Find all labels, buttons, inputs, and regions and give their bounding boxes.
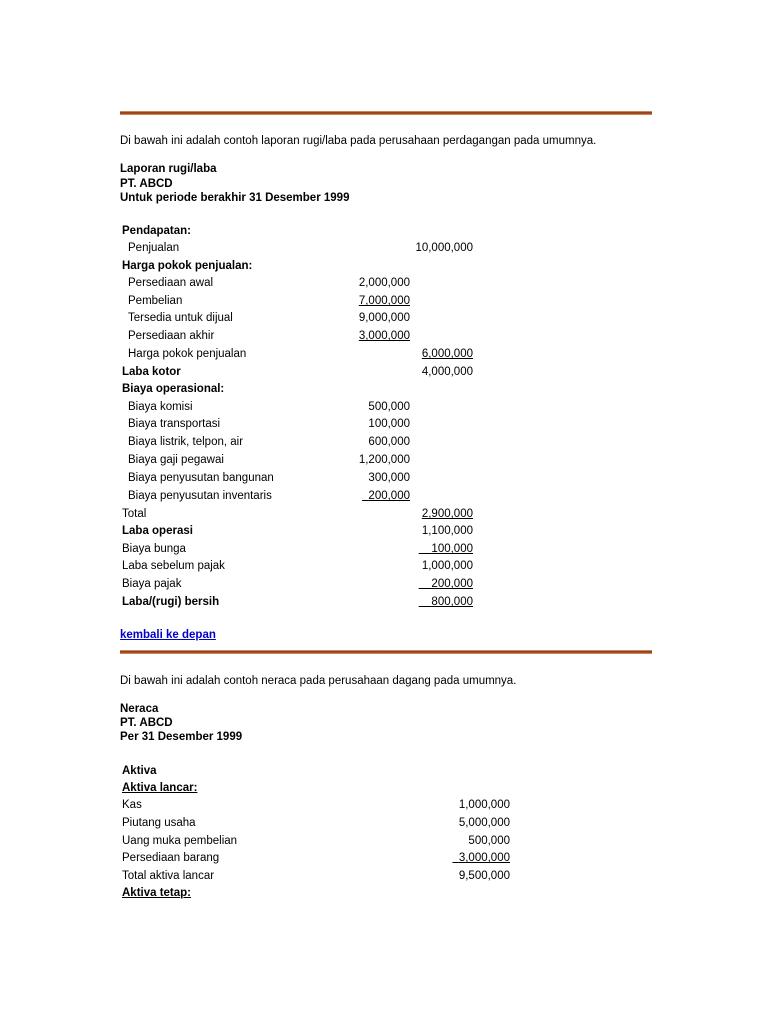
- income-row-total: 6,000,000: [421, 348, 473, 360]
- income-row-amount: 9,000,000: [358, 312, 410, 324]
- balance-row-label: Uang muka pembelian: [122, 835, 238, 847]
- income-row-label: Laba kotor: [122, 366, 181, 378]
- income-row-total: 1,000,000: [421, 560, 473, 572]
- income-row-label: Biaya operasional:: [122, 383, 225, 395]
- balance-row-value: 500,000: [468, 835, 510, 847]
- income-row-amount: 3,000,000: [358, 330, 410, 342]
- income-company: PT. ABCD: [120, 178, 173, 190]
- income-row-amount: 500,000: [368, 401, 410, 413]
- income-row-total-value: 800,000: [431, 596, 473, 608]
- income-row-label: Laba/(rugi) bersih: [122, 596, 220, 608]
- income-row-total-value: 100,000: [431, 543, 473, 555]
- income-row-total: 2,900,000: [421, 508, 473, 520]
- balance-row-label: Total aktiva lancar: [122, 870, 215, 882]
- income-row-amount: 300,000: [368, 472, 410, 484]
- income-row-total: [419, 542, 473, 556]
- balance-row-value: [452, 851, 510, 865]
- balance-row-label: Kas: [122, 799, 142, 811]
- income-row-label: Harga pokok penjualan: [128, 348, 247, 360]
- income-row-label: Persediaan akhir: [128, 330, 215, 342]
- income-row-label: Biaya listrik, telpon, air: [128, 436, 244, 448]
- income-row-amount: 1,200,000: [358, 454, 410, 466]
- income-row-total-value: 200,000: [431, 578, 473, 590]
- income-row-label: Laba operasi: [122, 525, 193, 537]
- back-to-front-link[interactable]: kembali ke depan: [120, 629, 216, 641]
- top-divider: [120, 111, 652, 115]
- income-row-amount: 7,000,000: [358, 295, 410, 307]
- income-row-label: Tersedia untuk dijual: [128, 312, 233, 324]
- balance-row-value: 9,500,000: [458, 870, 510, 882]
- income-row-total: 10,000,000: [415, 242, 473, 254]
- balance-intro: Di bawah ini adalah contoh neraca pada perusahaan dagang pada umumnya.: [120, 675, 517, 687]
- balance-row-value: 1,000,000: [458, 799, 510, 811]
- income-row-label: Biaya penyusutan bangunan: [128, 472, 274, 484]
- income-row-label: Biaya komisi: [128, 401, 193, 413]
- income-title: Laporan rugi/laba: [120, 163, 217, 175]
- income-row-label: Pendapatan:: [122, 225, 192, 237]
- income-row-label: Biaya bunga: [122, 543, 186, 555]
- income-row-label: Pembelian: [128, 295, 183, 307]
- balance-title: Neraca: [120, 703, 159, 715]
- balance-row-label: Persediaan barang: [122, 852, 220, 864]
- balance-period: Per 31 Desember 1999: [120, 731, 243, 743]
- income-row-amount: 100,000: [368, 418, 410, 430]
- income-row-label: Persediaan awal: [128, 277, 214, 289]
- income-row-amount-value: 200,000: [368, 490, 410, 502]
- balance-row-label: Aktiva: [122, 765, 157, 777]
- income-intro: Di bawah ini adalah contoh laporan rugi/laba pada perusahaan perdagangan pada umumnya.: [120, 135, 597, 147]
- balance-company: PT. ABCD: [120, 717, 173, 729]
- income-row-label: Biaya penyusutan inventaris: [128, 490, 272, 502]
- income-row-label: Biaya pajak: [122, 578, 182, 590]
- income-row-label: Harga pokok penjualan:: [122, 260, 253, 272]
- balance-row-label: Aktiva tetap:: [122, 887, 192, 899]
- income-row-total: [419, 595, 473, 609]
- balance-row-value-text: 3,000,000: [458, 852, 510, 864]
- income-row-amount: 2,000,000: [358, 277, 410, 289]
- income-period: Untuk periode berakhir 31 Desember 1999: [120, 192, 350, 204]
- income-row-amount: 600,000: [368, 436, 410, 448]
- income-row-total: 4,000,000: [421, 366, 473, 378]
- balance-row-value: 5,000,000: [458, 817, 510, 829]
- income-row-label: Biaya gaji pegawai: [128, 454, 224, 466]
- income-row-amount: [362, 489, 410, 503]
- income-row-label: Biaya transportasi: [128, 418, 221, 430]
- middle-divider: [120, 650, 652, 654]
- balance-row-label: Piutang usaha: [122, 817, 196, 829]
- income-row-label: Total: [122, 508, 147, 520]
- income-row-total: 1,100,000: [421, 525, 473, 537]
- income-row-total: [419, 577, 473, 591]
- balance-row-label: Aktiva lancar:: [122, 782, 198, 794]
- income-row-label: Laba sebelum pajak: [122, 560, 225, 572]
- income-row-label: Penjualan: [128, 242, 180, 254]
